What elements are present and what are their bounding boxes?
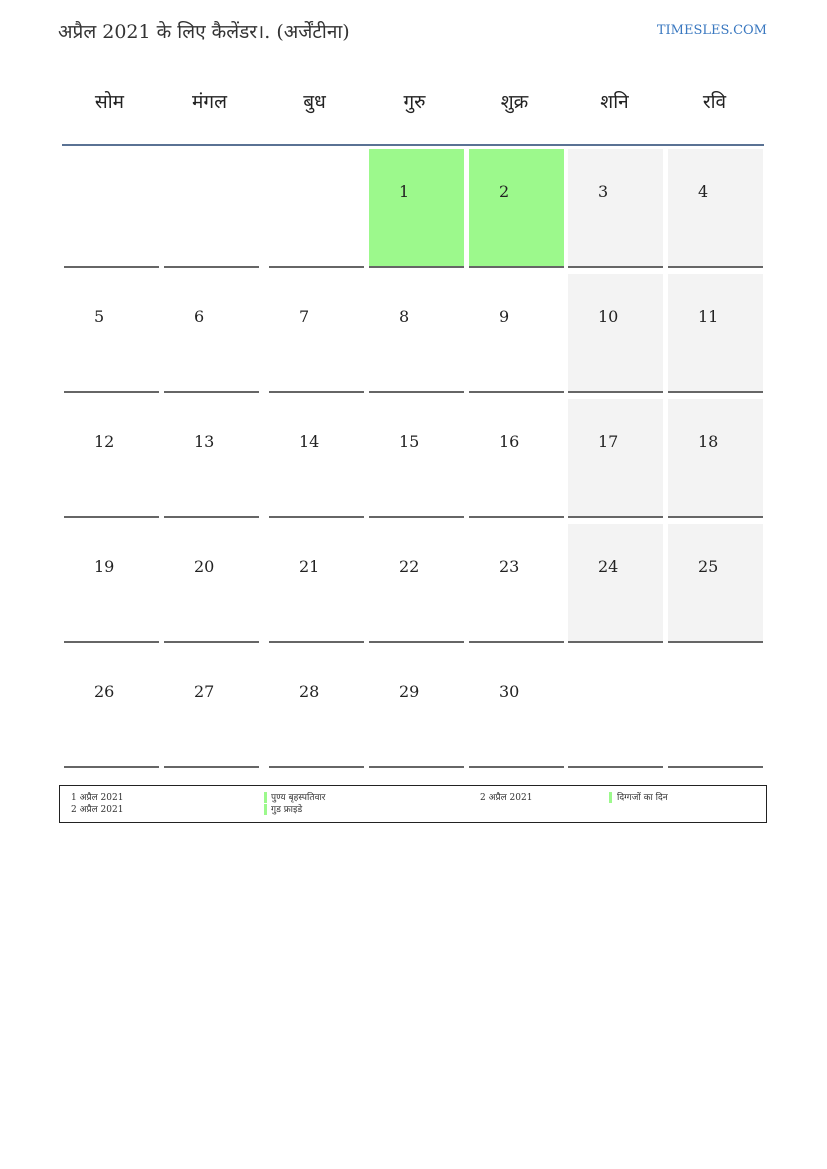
day-number: 2	[499, 182, 510, 201]
day-cell[interactable]	[568, 399, 663, 518]
day-cell[interactable]	[269, 399, 364, 518]
day-cell[interactable]	[164, 524, 259, 643]
day-cell[interactable]	[164, 399, 259, 518]
day-number: 24	[598, 557, 619, 576]
day-number: 21	[299, 557, 320, 576]
day-cell[interactable]	[469, 399, 564, 518]
day-number: 5	[94, 307, 105, 326]
legend-holiday-name: दिग्गजों का दिन	[617, 793, 668, 803]
day-cell[interactable]	[269, 649, 364, 768]
day-number: 29	[399, 682, 420, 701]
weekday-mon: सोम	[94, 91, 125, 113]
day-cell[interactable]	[64, 274, 159, 393]
day-number: 8	[399, 307, 410, 326]
day-number: 26	[94, 682, 115, 701]
day-number: 10	[598, 307, 619, 326]
day-number: 14	[299, 432, 320, 451]
day-cell[interactable]	[164, 274, 259, 393]
empty-day-cell	[64, 149, 159, 268]
day-number: 27	[194, 682, 215, 701]
weekday-tue: मंगल	[192, 91, 227, 113]
day-cell[interactable]	[568, 274, 663, 393]
day-number: 25	[698, 557, 719, 576]
day-number: 13	[194, 432, 215, 451]
day-number: 18	[698, 432, 719, 451]
day-cell[interactable]	[369, 649, 464, 768]
day-cell[interactable]	[269, 524, 364, 643]
page-title: अप्रैल 2021 के लिए कैलेंडर।. (अर्जेंटीना)	[58, 21, 350, 43]
day-cell[interactable]	[668, 524, 763, 643]
day-cell[interactable]	[469, 524, 564, 643]
weekday-wed: बुध	[303, 91, 326, 113]
weekday-header	[62, 80, 764, 146]
day-number: 1	[399, 182, 410, 201]
day-number: 23	[499, 557, 520, 576]
empty-day-cell	[269, 149, 364, 268]
weekday-sun: रवि	[702, 91, 727, 113]
holiday-color-marker	[264, 792, 267, 803]
day-number: 17	[598, 432, 619, 451]
weekday-fri: शुक्र	[500, 91, 529, 113]
holiday-color-marker	[264, 804, 267, 815]
day-cell[interactable]	[64, 399, 159, 518]
weekday-thu: गुरु	[403, 91, 426, 113]
day-number: 19	[94, 557, 115, 576]
day-cell[interactable]	[568, 149, 663, 268]
day-number: 9	[499, 307, 510, 326]
day-cell[interactable]	[369, 149, 464, 268]
day-number: 20	[194, 557, 215, 576]
day-number: 4	[698, 182, 709, 201]
legend-date: 2 अप्रैल 2021	[480, 793, 533, 803]
legend-holiday-name: पुण्य बृहस्पतिवार	[271, 793, 326, 803]
day-cell[interactable]	[469, 274, 564, 393]
holiday-legend	[59, 785, 767, 823]
site-link[interactable]: TIMESLES.COM	[656, 23, 767, 38]
legend-holiday-name: गुड फ्राइडे	[271, 805, 303, 815]
day-number: 15	[399, 432, 420, 451]
day-number: 16	[499, 432, 520, 451]
day-cell[interactable]	[64, 524, 159, 643]
day-cell[interactable]	[568, 524, 663, 643]
empty-day-cell	[164, 149, 259, 268]
day-number: 22	[399, 557, 420, 576]
day-cell[interactable]	[164, 649, 259, 768]
day-number: 6	[194, 307, 205, 326]
day-number: 11	[698, 307, 719, 326]
day-number: 12	[94, 432, 115, 451]
day-number: 3	[598, 182, 609, 201]
weekday-sat: शनि	[600, 91, 629, 113]
day-cell[interactable]	[668, 274, 763, 393]
day-cell[interactable]	[369, 524, 464, 643]
holiday-color-marker	[609, 792, 612, 803]
day-number: 30	[499, 682, 520, 701]
day-cell[interactable]	[668, 399, 763, 518]
empty-day-cell	[668, 649, 763, 768]
day-cell[interactable]	[269, 274, 364, 393]
day-cell[interactable]	[469, 149, 564, 268]
day-cell[interactable]	[64, 649, 159, 768]
empty-day-cell	[568, 649, 663, 768]
day-cell[interactable]	[469, 649, 564, 768]
day-number: 7	[299, 307, 310, 326]
day-number: 28	[299, 682, 320, 701]
day-cell[interactable]	[668, 149, 763, 268]
day-cell[interactable]	[369, 274, 464, 393]
legend-date: 2 अप्रैल 2021	[71, 805, 124, 815]
day-cell[interactable]	[369, 399, 464, 518]
legend-date: 1 अप्रैल 2021	[71, 793, 124, 803]
